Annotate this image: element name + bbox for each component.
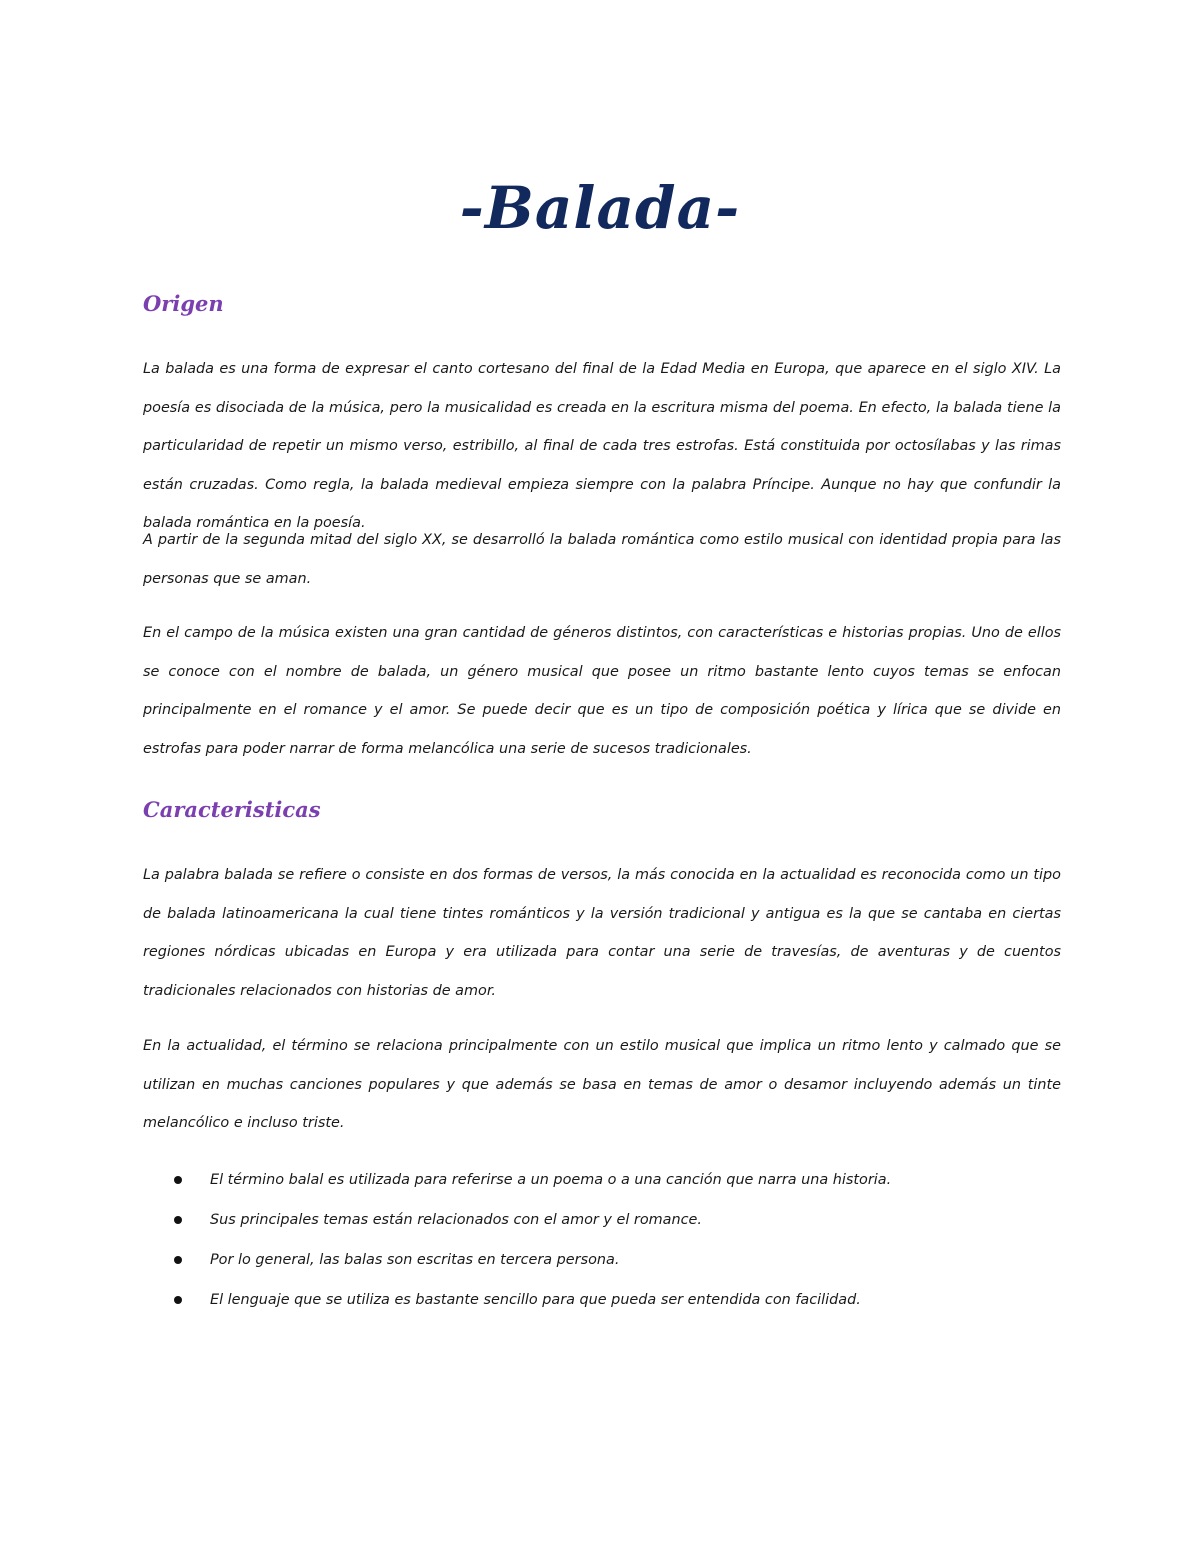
bullet-dot-icon	[174, 1256, 182, 1264]
caracteristicas-paragraph-2: En la actualidad, el término se relaciona principalmente con un estilo musical que implica un ritmo lento y calmado que se utilizan en muchas canciones populares y que además se basa en temas de amor o desamor incluyendo además un tinte melancólico e incluso triste.	[143, 1038, 1061, 1131]
bullet-dot-icon	[174, 1296, 182, 1304]
bullet-dot-icon	[174, 1176, 182, 1184]
bullet-dot-icon	[174, 1216, 182, 1224]
list-item	[143, 1280, 1061, 1320]
list-item-text: El lenguaje que se utiliza es bastante sencillo para que pueda ser entendida con facilidad.	[210, 1292, 861, 1308]
origen-paragraph-3: En el campo de la música existen una gran cantidad de géneros distintos, con características e historias propias. Uno de ellos se conoce con el nombre de balada, un género musical que posee un ritmo bastante lento cuyos temas se enfocan principalmente en el romance y el amor. Se puede decir que es un tipo de composición poética y lírica que se divide en estrofas para poder narrar de forma melancólica una serie de sucesos tradicionales.	[143, 625, 1061, 757]
list-item	[143, 1240, 1061, 1280]
origen-paragraph-1: La balada es una forma de expresar el canto cortesano del final de la Edad Media en Europa, que aparece en el siglo XIV. La poesía es disociada de la música, pero la musicalidad es creada en la escritura misma del poema. En efecto, la balada tiene la particularidad de repetir un mismo verso, estribillo, al final de cada tres estrofas. Está constituida por octosílabas y las rimas están cruzadas. Como regla, la balada medieval empieza siempre con la palabra Príncipe. Aunque no hay que confundir la balada romántica en la poesía.	[143, 361, 1061, 531]
list-item	[143, 1160, 1061, 1200]
origen-paragraph-2: A partir de la segunda mitad del siglo XX, se desarrolló la balada romántica como estilo musical con identidad propia para las personas que se aman.	[143, 532, 1061, 587]
section-heading-origen: Origen	[143, 291, 224, 316]
caracteristicas-bullet-list	[143, 1160, 1061, 1320]
list-item-text: Por lo general, las balas son escritas en tercera persona.	[210, 1252, 620, 1268]
list-item	[143, 1200, 1061, 1240]
page-title: -Balada-	[459, 174, 741, 242]
list-item-text: El término balal es utilizada para referirse a un poema o a una canción que narra una historia.	[210, 1172, 892, 1188]
caracteristicas-paragraph-1: La palabra balada se refiere o consiste en dos formas de versos, la más conocida en la actualidad es reconocida como un tipo de balada latinoamericana la cual tiene tintes románticos y la versión tradicional y antigua es la que se cantaba en ciertas regiones nórdicas ubicadas en Europa y era utilizada para contar una serie de travesías, de aventuras y de cuentos tradicionales relacionados con historias de amor.	[143, 867, 1061, 999]
list-item-text: Sus principales temas están relacionados con el amor y el romance.	[210, 1212, 702, 1228]
section-heading-caracteristicas: Caracteristicas	[143, 797, 321, 822]
